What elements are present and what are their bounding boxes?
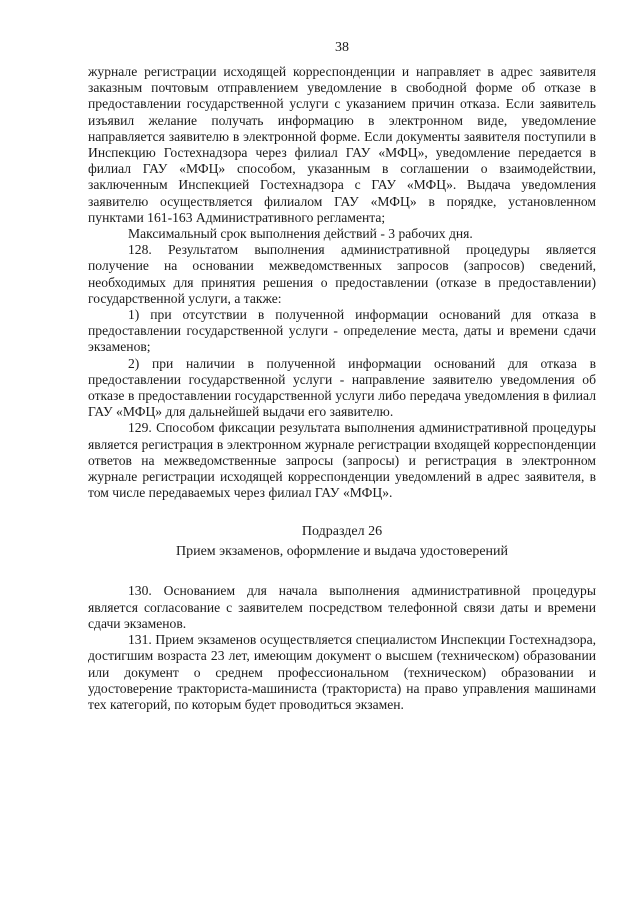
section-spacer: [88, 501, 596, 523]
paragraph-129: 129. Способом фиксации результата выполнения административной процедуры является регистрация в электронном журнале регистрации входящей корреспонденции ответов на межведомственные запросы (запросы) и регистрация в электронном журнале регистрации исходящей корреспонденции уведомлений в адрес заявителя, в том числе передаваемых через филиал ГАУ «МФЦ».: [88, 420, 596, 501]
section-spacer: [88, 561, 596, 583]
section-title: Подраздел 26: [301, 524, 383, 540]
page-number: 38: [335, 40, 349, 55]
paragraph-continuation: журнале регистрации исходящей корреспонденции и направляет в адрес заявителя заказным почтовым отправлением уведомление в свободной форме об отказе в предоставлении государственной услуги с указанием причин отказа. Если заявитель изъявил желание получать информацию в электронном виде, уведомление направляется заявителю в электронной форме. Если документы заявителя поступили в Инспекцию Гостехнадзора через филиал ГАУ «МФЦ», уведомление передается в филиал ГАУ «МФЦ» способом, указанным в соглашении о взаимодействии, заключенным Инспекцией Гостехнадзора с ГАУ «МФЦ». Выдача уведомления заявителю осуществляется филиалом ГАУ «МФЦ» в порядке, установленном пунктами 161-163 Административного регламента;: [88, 64, 596, 225]
paragraph-128-item-2: 2) при наличии в полученной информации оснований для отказа в предоставлении государственной услуги - направление заявителю уведомления об отказе в предоставлении государственной услуги либо передача уведомления в филиал ГАУ «МФЦ» для дальнейшей выдачи его заявителю.: [88, 355, 596, 420]
paragraph-130: 130. Основанием для начала выполнения административной процедуры является согласование с заявителем посредством телефонной связи даты и времени сдачи экзаменов.: [88, 583, 596, 631]
paragraph-128: 128. Результатом выполнения административной процедуры является получение на основании межведомственных запросов (запросов) сведений, необходимых для принятия решения о предоставлении (отказе в предоставлении) государственной услуги, а также:: [88, 242, 596, 306]
paragraph-max-term: Максимальный срок выполнения действий - 3 рабочих дня.: [128, 226, 473, 242]
section-subtitle: Прием экзаменов, оформление и выдача удостоверений: [175, 544, 509, 560]
paragraph-128-item-1: 1) при отсутствии в полученной информации оснований для отказа в предоставлении государственной услуги - определение места, даты и времени сдачи экзаменов;: [88, 307, 596, 355]
paragraph-131: 131. Прием экзаменов осуществляется специалистом Инспекции Гостехнадзора, достигшим возраста 23 лет, имеющим документ о высшем (техническом) образовании или документ о среднем профессиональном (техническом) образовании и удостоверение тракториста-машиниста (тракториста) на право управления машинами тех категорий, по которым будет проводиться экзамен.: [88, 632, 596, 712]
document-page: [88, 40, 596, 713]
